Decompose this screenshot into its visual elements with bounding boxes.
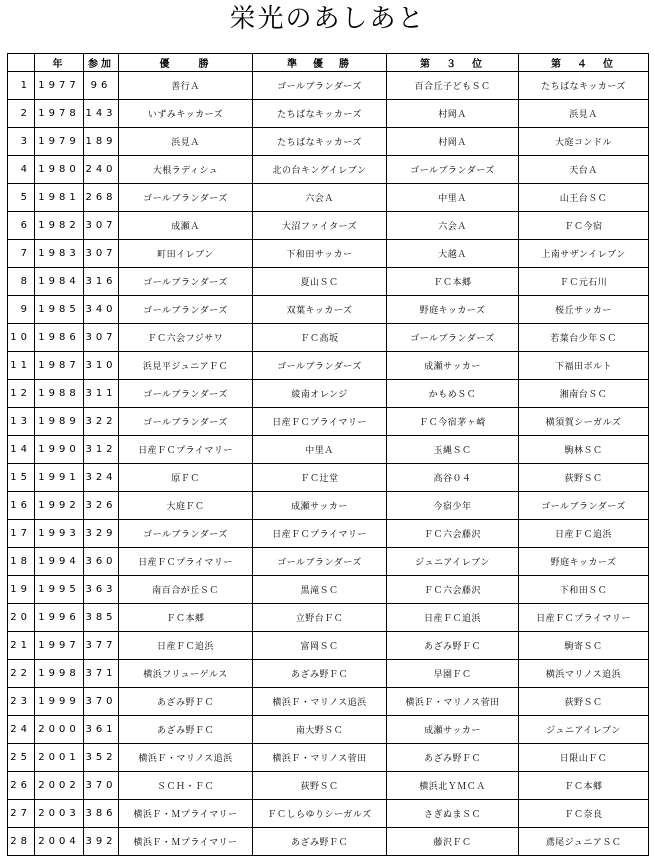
cell-no: 6 bbox=[8, 212, 35, 240]
cell-runner-up: たちばなキッカーズ bbox=[253, 128, 387, 156]
cell-fourth-place: 大庭コンドル bbox=[519, 128, 649, 156]
cell-teams: 370 bbox=[84, 772, 119, 800]
cell-runner-up: 下和田サッカー bbox=[253, 240, 387, 268]
cell-fourth-place: 浜見Ａ bbox=[519, 100, 649, 128]
cell-teams: 189 bbox=[84, 128, 119, 156]
cell-third-place: 高谷０４ bbox=[387, 464, 519, 492]
cell-winner: ゴールブランダーズ bbox=[119, 296, 253, 324]
cell-winner: ＦＣ六会フジサワ bbox=[119, 324, 253, 352]
cell-third-place: かもめＳＣ bbox=[387, 380, 519, 408]
cell-third-place: 玉縄ＳＣ bbox=[387, 436, 519, 464]
cell-winner: 大庭ＦＣ bbox=[119, 492, 253, 520]
cell-fourth-place: 日限山ＦＣ bbox=[519, 744, 649, 772]
cell-third-place: ＦＣ六会藤沢 bbox=[387, 520, 519, 548]
table-row bbox=[8, 520, 649, 548]
cell-fourth-place: たちばなキッカーズ bbox=[519, 72, 649, 100]
cell-fourth-place: 下和田ＳＣ bbox=[519, 576, 649, 604]
cell-runner-up: あざみ野ＦＣ bbox=[253, 828, 387, 856]
cell-no: 18 bbox=[8, 548, 35, 576]
table-row bbox=[8, 436, 649, 464]
cell-no: 25 bbox=[8, 744, 35, 772]
cell-third-place: 六会Ａ bbox=[387, 212, 519, 240]
cell-no: 23 bbox=[8, 688, 35, 716]
cell-year: 1995 bbox=[35, 576, 84, 604]
cell-year: 2002 bbox=[35, 772, 84, 800]
cell-fourth-place: 横浜マリノス追浜 bbox=[519, 660, 649, 688]
cell-year: 1993 bbox=[35, 520, 84, 548]
cell-runner-up: 夏山ＳＣ bbox=[253, 268, 387, 296]
cell-year: 1977 bbox=[35, 72, 84, 100]
cell-runner-up: ＦＣ高坂 bbox=[253, 324, 387, 352]
cell-teams: 307 bbox=[84, 324, 119, 352]
cell-winner: 日産ＦＣ追浜 bbox=[119, 632, 253, 660]
cell-year: 1997 bbox=[35, 632, 84, 660]
cell-winner: 原ＦＣ bbox=[119, 464, 253, 492]
cell-third-place: あざみ野ＦＣ bbox=[387, 632, 519, 660]
cell-runner-up: 綾南オレンジ bbox=[253, 380, 387, 408]
cell-runner-up: 黒滝ＳＣ bbox=[253, 576, 387, 604]
cell-runner-up: 横浜Ｆ・マリノス追浜 bbox=[253, 688, 387, 716]
cell-teams: 307 bbox=[84, 212, 119, 240]
cell-year: 1989 bbox=[35, 408, 84, 436]
table-row bbox=[8, 604, 649, 632]
cell-no: 9 bbox=[8, 296, 35, 324]
cell-runner-up: 北の台キングイレブン bbox=[253, 156, 387, 184]
cell-winner: いずみキッカーズ bbox=[119, 100, 253, 128]
cell-runner-up: 横浜Ｆ・マリノス菅田 bbox=[253, 744, 387, 772]
cell-teams: 326 bbox=[84, 492, 119, 520]
cell-runner-up: 荻野ＳＣ bbox=[253, 772, 387, 800]
cell-winner: ゴールブランダーズ bbox=[119, 268, 253, 296]
cell-teams: 96 bbox=[84, 72, 119, 100]
cell-runner-up: 日産ＦＣプライマリー bbox=[253, 520, 387, 548]
cell-fourth-place: 荻野ＳＣ bbox=[519, 464, 649, 492]
cell-runner-up: 富岡ＳＣ bbox=[253, 632, 387, 660]
cell-no: 4 bbox=[8, 156, 35, 184]
cell-runner-up: 立野台ＦＣ bbox=[253, 604, 387, 632]
cell-fourth-place: 駒寄ＳＣ bbox=[519, 632, 649, 660]
table-row bbox=[8, 464, 649, 492]
cell-runner-up: ゴールブランダーズ bbox=[253, 72, 387, 100]
cell-winner: 成瀬Ａ bbox=[119, 212, 253, 240]
cell-fourth-place: ＦＣ今宿 bbox=[519, 212, 649, 240]
cell-teams: 371 bbox=[84, 660, 119, 688]
cell-year: 1985 bbox=[35, 296, 84, 324]
cell-no: 28 bbox=[8, 828, 35, 856]
cell-no: 22 bbox=[8, 660, 35, 688]
cell-winner: ゴールブランダーズ bbox=[119, 184, 253, 212]
header-year: 年 bbox=[35, 54, 84, 72]
cell-runner-up: 六会Ａ bbox=[253, 184, 387, 212]
cell-winner: 町田イレブン bbox=[119, 240, 253, 268]
cell-fourth-place: 上南サザンイレブン bbox=[519, 240, 649, 268]
cell-teams: 370 bbox=[84, 688, 119, 716]
header-teams: 参加 bbox=[84, 54, 119, 72]
cell-third-place: 百合丘子どもＳＣ bbox=[387, 72, 519, 100]
cell-fourth-place: ＦＣ奈良 bbox=[519, 800, 649, 828]
cell-third-place: 大越Ａ bbox=[387, 240, 519, 268]
table-row bbox=[8, 156, 649, 184]
cell-winner: あざみ野ＦＣ bbox=[119, 688, 253, 716]
cell-winner: 横浜Ｆ・Ｍプライマリー bbox=[119, 800, 253, 828]
table-row bbox=[8, 800, 649, 828]
table-row bbox=[8, 72, 649, 100]
cell-third-place: 成瀬サッカー bbox=[387, 716, 519, 744]
header-runner-up: 準 優 勝 bbox=[253, 54, 387, 72]
cell-year: 1998 bbox=[35, 660, 84, 688]
header-no bbox=[8, 54, 35, 72]
cell-no: 20 bbox=[8, 604, 35, 632]
cell-year: 2000 bbox=[35, 716, 84, 744]
cell-fourth-place: 湘南台ＳＣ bbox=[519, 380, 649, 408]
cell-winner: 横浜フリューゲルス bbox=[119, 660, 253, 688]
cell-year: 1980 bbox=[35, 156, 84, 184]
cell-winner: 横浜Ｆ・マリノス追浜 bbox=[119, 744, 253, 772]
cell-runner-up: 中里Ａ bbox=[253, 436, 387, 464]
table-row bbox=[8, 716, 649, 744]
cell-runner-up: あざみ野ＦＣ bbox=[253, 660, 387, 688]
table-row bbox=[8, 240, 649, 268]
cell-third-place: ＦＣ本郷 bbox=[387, 268, 519, 296]
cell-year: 2004 bbox=[35, 828, 84, 856]
cell-winner: ゴールブランダーズ bbox=[119, 520, 253, 548]
cell-fourth-place: ＦＣ元石川 bbox=[519, 268, 649, 296]
cell-third-place: 成瀬サッカー bbox=[387, 352, 519, 380]
cell-year: 1992 bbox=[35, 492, 84, 520]
cell-winner: 浜見Ａ bbox=[119, 128, 253, 156]
table-row bbox=[8, 296, 649, 324]
cell-no: 10 bbox=[8, 324, 35, 352]
cell-runner-up: 大沼ファイターズ bbox=[253, 212, 387, 240]
cell-year: 1990 bbox=[35, 436, 84, 464]
cell-third-place: ＦＣ六会藤沢 bbox=[387, 576, 519, 604]
cell-year: 1996 bbox=[35, 604, 84, 632]
cell-no: 8 bbox=[8, 268, 35, 296]
cell-no: 15 bbox=[8, 464, 35, 492]
cell-year: 1981 bbox=[35, 184, 84, 212]
cell-third-place: 村岡Ａ bbox=[387, 100, 519, 128]
cell-winner: あざみ野ＦＣ bbox=[119, 716, 253, 744]
table-row bbox=[8, 128, 649, 156]
table-row bbox=[8, 548, 649, 576]
header-third-place: 第 ３ 位 bbox=[387, 54, 519, 72]
cell-winner: 善行Ａ bbox=[119, 72, 253, 100]
cell-teams: 322 bbox=[84, 408, 119, 436]
cell-teams: 392 bbox=[84, 828, 119, 856]
cell-teams: 352 bbox=[84, 744, 119, 772]
table-row bbox=[8, 268, 649, 296]
cell-third-place: ジュニアイレブン bbox=[387, 548, 519, 576]
page-title: 栄光のあしあと bbox=[229, 4, 426, 34]
cell-no: 16 bbox=[8, 492, 35, 520]
table-row bbox=[8, 100, 649, 128]
cell-no: 13 bbox=[8, 408, 35, 436]
cell-year: 1986 bbox=[35, 324, 84, 352]
table-row bbox=[8, 744, 649, 772]
cell-no: 14 bbox=[8, 436, 35, 464]
table-row bbox=[8, 660, 649, 688]
cell-no: 2 bbox=[8, 100, 35, 128]
cell-third-place: 横浜北ＹＭＣＡ bbox=[387, 772, 519, 800]
cell-no: 24 bbox=[8, 716, 35, 744]
header-winner: 優 勝 bbox=[119, 54, 253, 72]
table-row bbox=[8, 380, 649, 408]
cell-teams: 324 bbox=[84, 464, 119, 492]
header-fourth-place: 第 ４ 位 bbox=[519, 54, 649, 72]
cell-fourth-place: 野庭キッカーズ bbox=[519, 548, 649, 576]
cell-no: 1 bbox=[8, 72, 35, 100]
cell-winner: 浜見平ジュニアＦＣ bbox=[119, 352, 253, 380]
cell-teams: 316 bbox=[84, 268, 119, 296]
cell-runner-up: ＦＣ辻堂 bbox=[253, 464, 387, 492]
cell-fourth-place: ゴールブランダーズ bbox=[519, 492, 649, 520]
cell-year: 1991 bbox=[35, 464, 84, 492]
cell-teams: 377 bbox=[84, 632, 119, 660]
cell-third-place: 今宿少年 bbox=[387, 492, 519, 520]
cell-year: 1987 bbox=[35, 352, 84, 380]
cell-winner: ゴールブランダーズ bbox=[119, 408, 253, 436]
cell-third-place: 中里Ａ bbox=[387, 184, 519, 212]
cell-third-place: 横浜Ｆ・マリノス菅田 bbox=[387, 688, 519, 716]
cell-third-place: ゴールブランダーズ bbox=[387, 156, 519, 184]
cell-no: 12 bbox=[8, 380, 35, 408]
results-table bbox=[7, 53, 649, 856]
cell-fourth-place: ＦＣ本郷 bbox=[519, 772, 649, 800]
cell-fourth-place: 下福田ボルト bbox=[519, 352, 649, 380]
cell-runner-up: 南大野ＳＣ bbox=[253, 716, 387, 744]
cell-year: 1999 bbox=[35, 688, 84, 716]
cell-teams: 311 bbox=[84, 380, 119, 408]
cell-teams: 386 bbox=[84, 800, 119, 828]
cell-fourth-place: 荻野ＳＣ bbox=[519, 688, 649, 716]
cell-no: 17 bbox=[8, 520, 35, 548]
cell-fourth-place: 桜丘サッカー bbox=[519, 296, 649, 324]
cell-winner: 大根ラディシュ bbox=[119, 156, 253, 184]
cell-teams: 312 bbox=[84, 436, 119, 464]
cell-runner-up: ゴールブランダーズ bbox=[253, 548, 387, 576]
cell-teams: 240 bbox=[84, 156, 119, 184]
cell-year: 1978 bbox=[35, 100, 84, 128]
table-row bbox=[8, 772, 649, 800]
table-row bbox=[8, 212, 649, 240]
cell-year: 2001 bbox=[35, 744, 84, 772]
cell-third-place: 藤沢ＦＣ bbox=[387, 828, 519, 856]
cell-third-place: 早園ＦＣ bbox=[387, 660, 519, 688]
cell-runner-up: ゴールブランダーズ bbox=[253, 352, 387, 380]
cell-year: 1988 bbox=[35, 380, 84, 408]
cell-third-place: 日産ＦＣ追浜 bbox=[387, 604, 519, 632]
cell-no: 21 bbox=[8, 632, 35, 660]
table-row bbox=[8, 184, 649, 212]
table-body bbox=[8, 72, 649, 856]
cell-teams: 360 bbox=[84, 548, 119, 576]
cell-teams: 143 bbox=[84, 100, 119, 128]
header-row bbox=[8, 54, 649, 72]
cell-teams: 268 bbox=[84, 184, 119, 212]
cell-fourth-place: ジュニアイレブン bbox=[519, 716, 649, 744]
table-row bbox=[8, 492, 649, 520]
cell-fourth-place: 駒林ＳＣ bbox=[519, 436, 649, 464]
cell-teams: 361 bbox=[84, 716, 119, 744]
cell-winner: 日産ＦＣプライマリー bbox=[119, 436, 253, 464]
cell-teams: 307 bbox=[84, 240, 119, 268]
cell-year: 1982 bbox=[35, 212, 84, 240]
table-row bbox=[8, 828, 649, 856]
cell-year: 2003 bbox=[35, 800, 84, 828]
cell-no: 11 bbox=[8, 352, 35, 380]
cell-third-place: ＦＣ今宿茅ヶ崎 bbox=[387, 408, 519, 436]
cell-fourth-place: 天台Ａ bbox=[519, 156, 649, 184]
cell-third-place: 村岡Ａ bbox=[387, 128, 519, 156]
cell-third-place: さぎぬまＳＣ bbox=[387, 800, 519, 828]
cell-no: 27 bbox=[8, 800, 35, 828]
cell-fourth-place: 山王台ＳＣ bbox=[519, 184, 649, 212]
cell-no: 5 bbox=[8, 184, 35, 212]
cell-teams: 340 bbox=[84, 296, 119, 324]
cell-year: 1994 bbox=[35, 548, 84, 576]
cell-runner-up: 双葉キッカーズ bbox=[253, 296, 387, 324]
table-row bbox=[8, 324, 649, 352]
cell-runner-up: たちばなキッカーズ bbox=[253, 100, 387, 128]
cell-fourth-place: 日産ＦＣ追浜 bbox=[519, 520, 649, 548]
table-row bbox=[8, 688, 649, 716]
cell-year: 1984 bbox=[35, 268, 84, 296]
cell-winner: 日産ＦＣプライマリー bbox=[119, 548, 253, 576]
cell-winner: 横浜Ｆ・Ｍプライマリー bbox=[119, 828, 253, 856]
cell-third-place: あざみ野ＦＣ bbox=[387, 744, 519, 772]
cell-winner: ゴールブランダーズ bbox=[119, 380, 253, 408]
cell-third-place: ゴールブランダーズ bbox=[387, 324, 519, 352]
cell-teams: 329 bbox=[84, 520, 119, 548]
cell-no: 26 bbox=[8, 772, 35, 800]
cell-teams: 385 bbox=[84, 604, 119, 632]
cell-winner: ＦＣ本郷 bbox=[119, 604, 253, 632]
table-row bbox=[8, 576, 649, 604]
cell-runner-up: 日産ＦＣプライマリー bbox=[253, 408, 387, 436]
table-row bbox=[8, 352, 649, 380]
cell-teams: 310 bbox=[84, 352, 119, 380]
table-row bbox=[8, 408, 649, 436]
table-row bbox=[8, 632, 649, 660]
cell-winner: 南百合が丘ＳＣ bbox=[119, 576, 253, 604]
cell-year: 1983 bbox=[35, 240, 84, 268]
cell-runner-up: 成瀬サッカー bbox=[253, 492, 387, 520]
cell-fourth-place: 日産ＦＣプライマリー bbox=[519, 604, 649, 632]
cell-runner-up: ＦＣしらゆりシーガルズ bbox=[253, 800, 387, 828]
cell-no: 19 bbox=[8, 576, 35, 604]
cell-third-place: 野庭キッカーズ bbox=[387, 296, 519, 324]
cell-no: 7 bbox=[8, 240, 35, 268]
cell-winner: ＳＣＨ・ＦＣ bbox=[119, 772, 253, 800]
cell-no: 3 bbox=[8, 128, 35, 156]
cell-fourth-place: 鳶尾ジュニアＳＣ bbox=[519, 828, 649, 856]
cell-fourth-place: 若葉台少年ＳＣ bbox=[519, 324, 649, 352]
cell-year: 1979 bbox=[35, 128, 84, 156]
cell-fourth-place: 横須賀シーガルズ bbox=[519, 408, 649, 436]
cell-teams: 363 bbox=[84, 576, 119, 604]
